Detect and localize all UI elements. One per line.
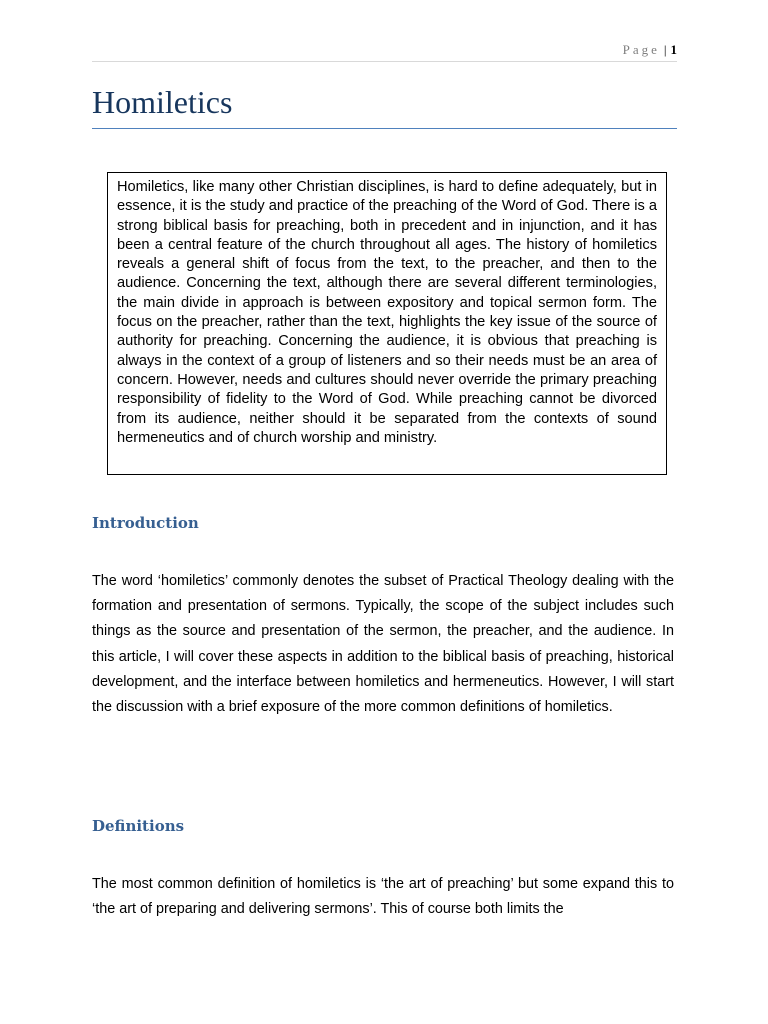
title-underline: [92, 128, 677, 129]
header-divider: [92, 61, 677, 62]
document-title: Homiletics: [92, 84, 233, 120]
definitions-heading: Definitions: [92, 817, 185, 835]
header-separator: |: [663, 42, 667, 57]
introduction-heading: Introduction: [92, 514, 199, 532]
definitions-paragraph: The most common definition of homiletics is ‘the art of preaching’ but some expand this to ‘the art of preparing and delivering sermons’. This of course both limits the: [92, 876, 674, 918]
abstract-box: Homiletics, like many other Christian disciplines, is hard to define adequately, but in essence, it is the study and practice of the preaching of the Word of God. There is a strong biblical basis for preaching, both in precedent and in injunction, and it has been a central feature of the church throughout all ages. The history of homiletics reveals a general shift of focus from the text, to the preacher, and then to the audience. Concerning the text, although there are several different terminologies, the main divide in approach is between expository and topical sermon form. The focus on the preacher, rather than the text, highlights the key issue of the source of authority for preaching. Concerning the audience, it is obvious that preaching is always in the context of a group of listeners and so their needs must be an area of concern. However, needs and cultures should never override the primary preaching responsibility of fidelity to the Word of God. While preaching cannot be divorced from its audience, neither should it be separated from the contexts of sound hermeneutics and of church worship and ministry.: [107, 172, 667, 475]
introduction-paragraph: The word ‘homiletics’ commonly denotes the subset of Practical Theology dealing with the formation and presentation of sermons. Typically, the scope of the subject includes such things as the source and presentation of the sermon, the preacher, and the audience. In this article, I will cover these aspects in addition to the biblical basis of preaching, historical development, and the interface between homiletics and hermeneutics. However, I will start the discussion with a brief exposure of the more common definitions of homiletics.: [92, 573, 674, 716]
page-number: 1: [670, 42, 677, 57]
page-label: Page: [622, 42, 660, 57]
page-header: [92, 42, 677, 58]
